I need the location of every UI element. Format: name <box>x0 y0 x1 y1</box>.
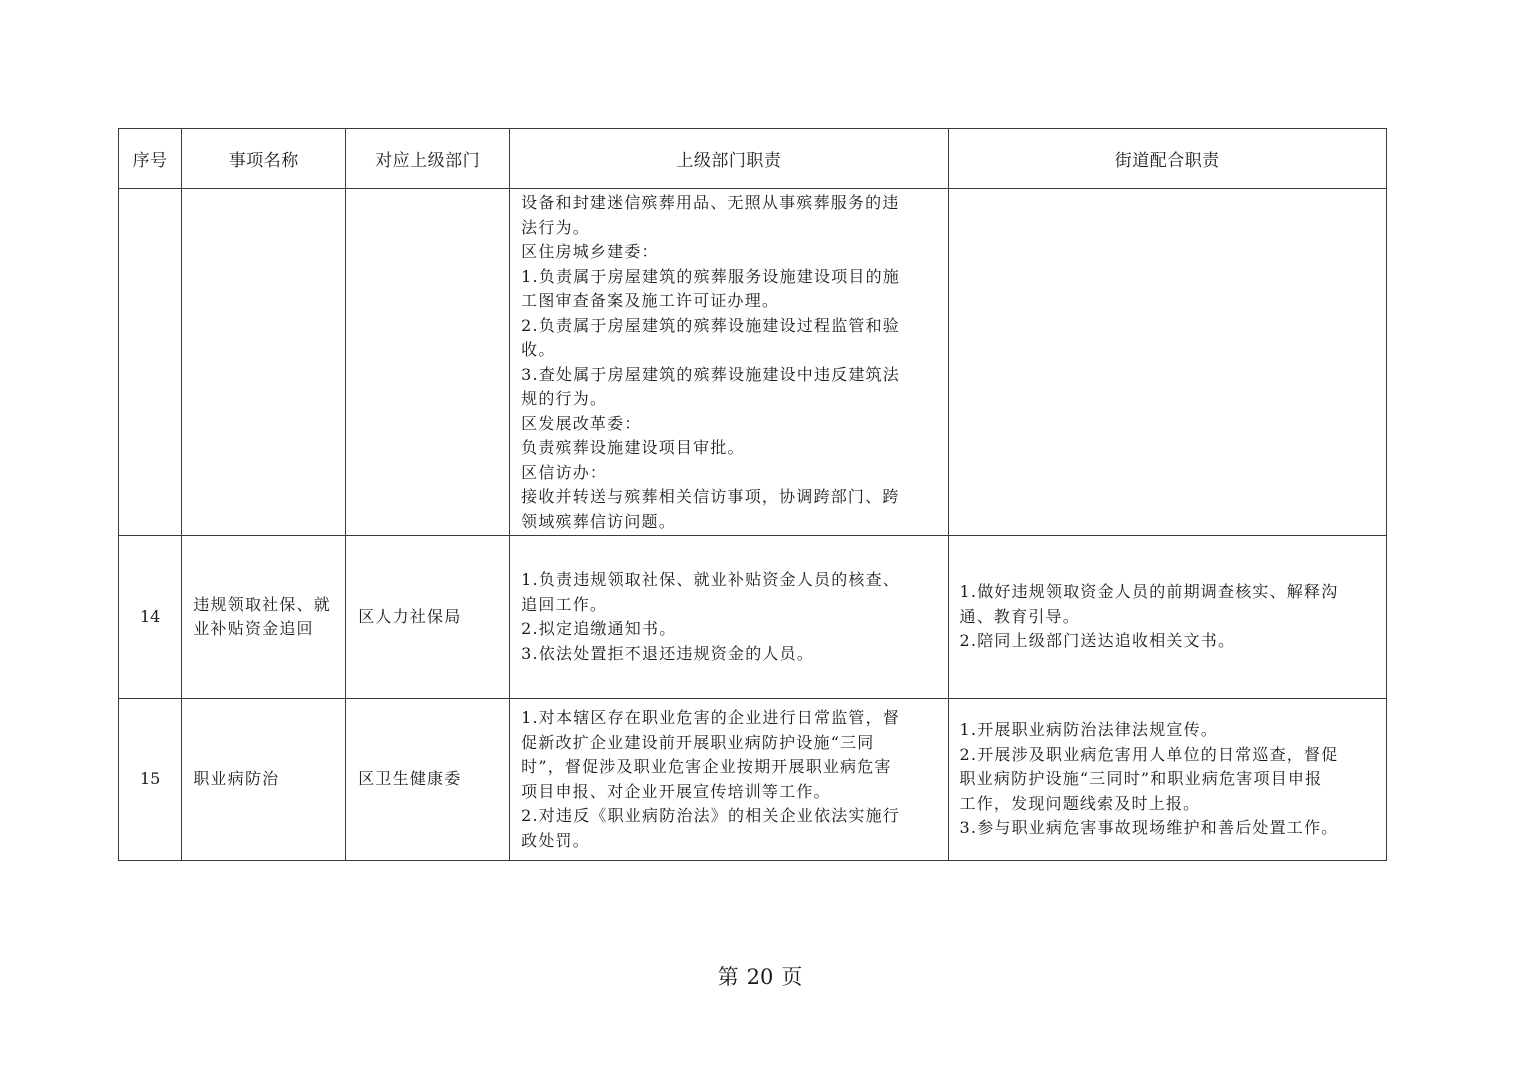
page-suffix: 页 <box>781 965 803 989</box>
duty-line: 2.负责属于房屋建筑的殡葬设施建设过程监管和验 <box>521 315 900 335</box>
duty-line: 项目申报、对企业开展宣传培训等工作。 <box>521 781 831 801</box>
duty-table <box>118 128 1387 861</box>
duty-line: 设备和封建迷信殡葬用品、无照从事殡葬服务的违 <box>521 193 900 212</box>
row-upper-duties <box>510 536 948 699</box>
item-name-line: 业补贴资金追回 <box>193 619 314 638</box>
duty-line: 促新改扩企业建设前开展职业病防护设施“三同 <box>521 732 875 752</box>
row-upper-duties <box>510 699 948 861</box>
duty-line: 政处罚。 <box>521 830 590 850</box>
header-upper-duties: 上级部门职责 <box>510 129 948 189</box>
duty-line: 1.负责属于房屋建筑的殡葬服务设施建设项目的施 <box>521 266 900 286</box>
table-row <box>119 189 1387 536</box>
duty-line: 负责殡葬设施建设项目审批。 <box>521 438 745 457</box>
header-item-name: 事项名称 <box>182 129 346 189</box>
row-upper-duties <box>510 189 948 536</box>
duty-line: 2.拟定追缴通知书。 <box>521 619 677 638</box>
row-seq: 15 <box>119 699 182 861</box>
duty-line: 工作，发现问题线索及时上报。 <box>959 793 1201 813</box>
table-row <box>119 536 1387 699</box>
header-seq: 序号 <box>119 129 182 189</box>
duty-line: 3.参与职业病危害事故现场维护和善后处置工作。 <box>959 818 1339 838</box>
duty-line: 区信访办： <box>521 462 608 482</box>
row-item-name <box>182 189 346 536</box>
row-item-name <box>182 536 346 699</box>
row-seq <box>119 189 182 536</box>
duty-line: 接收并转送与殡葬相关信访事项，协调跨部门、跨 <box>521 487 900 506</box>
duty-line: 追回工作。 <box>521 594 608 614</box>
item-name-line: 职业病防治 <box>193 769 280 789</box>
row-street-duties <box>948 699 1386 861</box>
duty-line: 2.对违反《职业病防治法》的相关企业依法实施行 <box>521 806 900 825</box>
duty-line: 规的行为。 <box>521 389 608 408</box>
page-prefix: 第 <box>717 965 739 989</box>
duty-line: 3.查处属于房屋建筑的殡葬设施建设中违反建筑法 <box>521 364 900 384</box>
table-row <box>119 699 1387 861</box>
duty-line: 收。 <box>521 340 556 359</box>
duty-line: 区住房城乡建委： <box>521 242 659 261</box>
row-seq: 14 <box>119 536 182 699</box>
duty-line: 2.陪同上级部门送达追收相关文书。 <box>959 631 1236 651</box>
duty-line: 区发展改革委： <box>521 413 642 433</box>
dept-text: 区人力社保局 <box>358 606 462 626</box>
row-upper-dept <box>346 189 510 536</box>
row-item-name <box>182 699 346 861</box>
duty-line: 1.开展职业病防治法律法规宣传。 <box>959 720 1218 740</box>
duty-line: 法行为。 <box>521 217 590 237</box>
header-street-duties: 街道配合职责 <box>948 129 1386 189</box>
duty-line: 1.负责违规领取社保、就业补贴资金人员的核查、 <box>521 570 900 589</box>
item-name-line: 违规领取社保、就 <box>193 594 331 614</box>
row-upper-dept <box>346 536 510 699</box>
duty-line: 1.对本辖区存在职业危害的企业进行日常监管，督 <box>521 708 900 727</box>
duty-line: 2.开展涉及职业病危害用人单位的日常巡查，督促 <box>959 744 1339 764</box>
table-header-row <box>119 129 1387 189</box>
header-upper-dept: 对应上级部门 <box>346 129 510 189</box>
duty-line: 职业病防护设施“三同时”和职业病危害项目申报 <box>959 769 1323 789</box>
duty-line: 领域殡葬信访问题。 <box>521 511 676 531</box>
page-number: 20 <box>746 965 774 989</box>
duty-line: 通、教育引导。 <box>959 606 1080 626</box>
row-upper-dept <box>346 699 510 861</box>
duty-line: 工图审查备案及施工许可证办理。 <box>521 291 780 310</box>
duty-line: 时”，督促涉及职业危害企业按期开展职业病危害 <box>521 757 892 776</box>
duty-line: 3.依法处置拒不退还违规资金的人员。 <box>521 643 814 663</box>
page-footer <box>0 961 1520 991</box>
duty-line: 1.做好违规领取资金人员的前期调查核实、解释沟 <box>959 582 1339 602</box>
row-street-duties <box>948 189 1386 536</box>
dept-text: 区卫生健康委 <box>358 769 462 789</box>
row-street-duties <box>948 536 1386 699</box>
